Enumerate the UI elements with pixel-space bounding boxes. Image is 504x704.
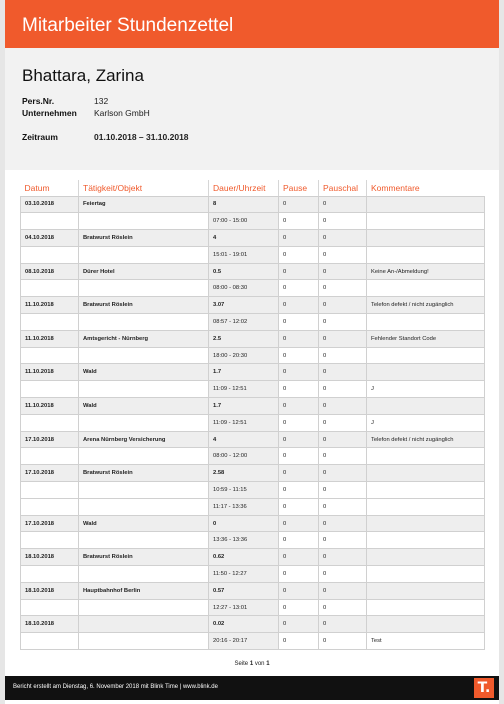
entry-time-range: 11:09 - 12:51 [209,414,279,431]
table-header-row [21,180,485,196]
table-row-time [21,532,485,549]
entry-flat: 0 [319,431,367,448]
entry-duration: 0.57 [209,582,279,599]
entry-flat: 0 [319,330,367,347]
employee-info-panel [5,48,499,170]
table-row [21,297,485,314]
timesheet-table [20,180,485,650]
entry-pause: 0 [279,196,319,213]
entry-time-flat: 0 [319,482,367,499]
entry-task: Bratwurst Röslein [79,297,209,314]
entry-time-comment [367,448,485,465]
entry-time-pause: 0 [279,532,319,549]
entry-time-flat: 0 [319,532,367,549]
entry-date: 11.10.2018 [21,330,79,347]
entry-time-comment [367,599,485,616]
entry-pause: 0 [279,431,319,448]
entry-time-comment [367,347,485,364]
entry-comment [367,549,485,566]
entry-time-range: 20:16 - 20:17 [209,633,279,650]
entry-comment [367,616,485,633]
entry-time-pause: 0 [279,314,319,331]
entry-date-empty [21,633,79,650]
period-label: Zeitraum [22,132,58,142]
table-row-time [21,566,485,583]
entry-date: 18.10.2018 [21,616,79,633]
entry-flat: 0 [319,196,367,213]
entry-comment [367,582,485,599]
entry-date: 03.10.2018 [21,196,79,213]
pager-sep: von [254,661,265,667]
entry-date-empty [21,246,79,263]
pager-total: 1 [266,661,270,667]
entry-time-range: 15:01 - 19:01 [209,246,279,263]
table-row-time [21,414,485,431]
entry-date-empty [21,448,79,465]
table-row [21,364,485,381]
entry-pause: 0 [279,330,319,347]
entry-time-range: 08:57 - 12:02 [209,314,279,331]
entry-task-empty [79,414,209,431]
entry-time-flat: 0 [319,566,367,583]
entry-task-empty [79,498,209,515]
entry-time-flat: 0 [319,448,367,465]
col-header-pause: Pause [279,180,319,196]
pager-current: 1 [249,661,254,667]
entry-comment [367,398,485,415]
entry-duration: 1.7 [209,364,279,381]
entry-date-empty [21,347,79,364]
entry-flat: 0 [319,230,367,247]
footer-bar [5,676,499,700]
entry-date-empty [21,566,79,583]
entry-task: Arena Nürnberg Versicherung [79,431,209,448]
entry-time-flat: 0 [319,498,367,515]
entry-time-range: 18:00 - 20:30 [209,347,279,364]
entry-task: Wald [79,515,209,532]
entry-comment: Fehlender Standort Code [367,330,485,347]
period-value: 01.10.2018 – 31.10.2018 [94,132,189,142]
table-body [21,196,485,650]
entry-date-empty [21,213,79,230]
company-label: Unternehmen [22,108,77,118]
entry-task: Bratwurst Röslein [79,230,209,247]
entry-comment: Telefon defekt / nicht zugänglich [367,297,485,314]
entry-duration: 2.58 [209,465,279,482]
entry-duration: 0 [209,515,279,532]
entry-flat: 0 [319,364,367,381]
entry-flat: 0 [319,616,367,633]
entry-comment [367,515,485,532]
entry-task-empty [79,381,209,398]
entry-task: Wald [79,364,209,381]
entry-task-empty [79,280,209,297]
entry-task: Bratwurst Röslein [79,465,209,482]
entry-pause: 0 [279,515,319,532]
entry-pause: 0 [279,398,319,415]
entry-time-flat: 0 [319,599,367,616]
entry-date: 04.10.2018 [21,230,79,247]
entry-time-comment [367,314,485,331]
page-indicator [5,661,499,667]
table-row-time [21,314,485,331]
entry-flat: 0 [319,465,367,482]
entry-comment [367,230,485,247]
entry-time-comment [367,213,485,230]
entry-task-empty [79,246,209,263]
entry-duration: 8 [209,196,279,213]
entry-task: Hauptbahnhof Berlin [79,582,209,599]
entry-time-comment: J [367,381,485,398]
entry-task: Wald [79,398,209,415]
footer-text: Bericht erstellt am Dienstag, 6. November 2018 mit Blink Time | www.blink.de [13,684,218,690]
entry-time-range: 07:00 - 15:00 [209,213,279,230]
col-header-task: Tätigkeit/Objekt [79,180,209,196]
entry-date-empty [21,414,79,431]
entry-time-comment [367,566,485,583]
table-row [21,515,485,532]
pers-nr-label: Pers.Nr. [22,96,55,106]
entry-date: 17.10.2018 [21,431,79,448]
entry-time-comment [367,482,485,499]
entry-time-comment [367,532,485,549]
table-row [21,582,485,599]
entry-pause: 0 [279,297,319,314]
table-row-time [21,482,485,499]
entry-task: Bratwurst Röslein [79,549,209,566]
entry-duration: 0.62 [209,549,279,566]
entry-time-comment [367,498,485,515]
entry-task: Amtsgericht - Nürnberg [79,330,209,347]
entry-task-empty [79,599,209,616]
entry-time-flat: 0 [319,414,367,431]
entry-time-flat: 0 [319,347,367,364]
entry-date-empty [21,482,79,499]
entry-pause: 0 [279,263,319,280]
entry-comment [367,364,485,381]
table-row-time [21,213,485,230]
timesheet-page [5,0,499,704]
entry-pause: 0 [279,549,319,566]
entry-time-range: 10:59 - 11:15 [209,482,279,499]
table-row-time [21,347,485,364]
entry-task-empty [79,633,209,650]
entry-duration: 4 [209,230,279,247]
blink-logo-icon: T. [474,678,494,698]
table-row-time [21,381,485,398]
entry-flat: 0 [319,297,367,314]
entry-time-pause: 0 [279,213,319,230]
company-value: Karlson GmbH [94,108,150,118]
entry-task [79,616,209,633]
entry-time-comment [367,246,485,263]
entry-time-comment: J [367,414,485,431]
table-row-time [21,498,485,515]
entry-task: Feiertag [79,196,209,213]
entry-flat: 0 [319,582,367,599]
col-header-duration: Dauer/Uhrzeit [209,180,279,196]
entry-time-flat: 0 [319,280,367,297]
entry-comment: Telefon defekt / nicht zugänglich [367,431,485,448]
col-header-date: Datum [21,180,79,196]
entry-flat: 0 [319,515,367,532]
entry-date-empty [21,280,79,297]
entry-time-pause: 0 [279,381,319,398]
entry-task-empty [79,566,209,583]
entry-time-pause: 0 [279,498,319,515]
entry-date-empty [21,599,79,616]
entry-time-range: 11:50 - 12:27 [209,566,279,583]
table-row [21,230,485,247]
entry-duration: 1.7 [209,398,279,415]
entry-time-comment: Test [367,633,485,650]
pers-nr-value: 132 [94,96,109,106]
table-row [21,196,485,213]
entry-task: Dürer Hotel [79,263,209,280]
entry-date: 17.10.2018 [21,465,79,482]
entry-time-pause: 0 [279,482,319,499]
entry-task-empty [79,314,209,331]
header-bar [5,0,499,48]
entry-time-pause: 0 [279,599,319,616]
entry-time-pause: 0 [279,566,319,583]
entry-task-empty [79,347,209,364]
entry-time-comment [367,280,485,297]
entry-time-pause: 0 [279,246,319,263]
entry-date-empty [21,314,79,331]
entry-duration: 4 [209,431,279,448]
entry-task-empty [79,482,209,499]
entry-time-pause: 0 [279,347,319,364]
entry-pause: 0 [279,616,319,633]
entry-time-pause: 0 [279,633,319,650]
entry-date-empty [21,381,79,398]
entry-time-flat: 0 [319,213,367,230]
entry-pause: 0 [279,582,319,599]
entry-flat: 0 [319,549,367,566]
entry-time-pause: 0 [279,280,319,297]
entry-pause: 0 [279,465,319,482]
entry-task-empty [79,213,209,230]
entry-time-flat: 0 [319,381,367,398]
entry-date: 17.10.2018 [21,515,79,532]
entry-date: 08.10.2018 [21,263,79,280]
entry-date: 11.10.2018 [21,398,79,415]
entry-time-range: 12:27 - 13:01 [209,599,279,616]
entry-time-pause: 0 [279,448,319,465]
table-row-time [21,280,485,297]
entry-date-empty [21,532,79,549]
employee-name: Bhattara, Zarina [22,66,144,85]
entry-time-range: 11:09 - 12:51 [209,381,279,398]
table-row [21,263,485,280]
entry-pause: 0 [279,230,319,247]
entry-duration: 2.5 [209,330,279,347]
entry-comment [367,196,485,213]
entry-comment: Keine An-/Abmeldung! [367,263,485,280]
entry-date: 18.10.2018 [21,582,79,599]
entry-duration: 3.07 [209,297,279,314]
entry-time-range: 13:36 - 13:36 [209,532,279,549]
table-row [21,330,485,347]
table-row [21,465,485,482]
table-row [21,398,485,415]
entry-date: 11.10.2018 [21,297,79,314]
col-header-comments: Kommentare [367,180,485,196]
entry-date: 11.10.2018 [21,364,79,381]
entry-time-flat: 0 [319,314,367,331]
entry-time-flat: 0 [319,633,367,650]
table-row-time [21,246,485,263]
entry-task-empty [79,532,209,549]
table-row [21,616,485,633]
pager-prefix: Seite [234,661,249,667]
entry-duration: 0.02 [209,616,279,633]
page-title: Mitarbeiter Stundenzettel [22,15,234,36]
entry-flat: 0 [319,398,367,415]
entry-time-pause: 0 [279,414,319,431]
entry-time-range: 11:17 - 13:36 [209,498,279,515]
col-header-flat: Pauschal [319,180,367,196]
entry-time-range: 08:00 - 12:00 [209,448,279,465]
entry-date: 18.10.2018 [21,549,79,566]
table-row-time [21,599,485,616]
entry-time-flat: 0 [319,246,367,263]
table-row-time [21,633,485,650]
table-row [21,431,485,448]
entry-flat: 0 [319,263,367,280]
entry-task-empty [79,448,209,465]
table-row-time [21,448,485,465]
entry-time-range: 08:00 - 08:30 [209,280,279,297]
entry-date-empty [21,498,79,515]
entry-comment [367,465,485,482]
entry-pause: 0 [279,364,319,381]
entry-duration: 0.5 [209,263,279,280]
table-row [21,549,485,566]
